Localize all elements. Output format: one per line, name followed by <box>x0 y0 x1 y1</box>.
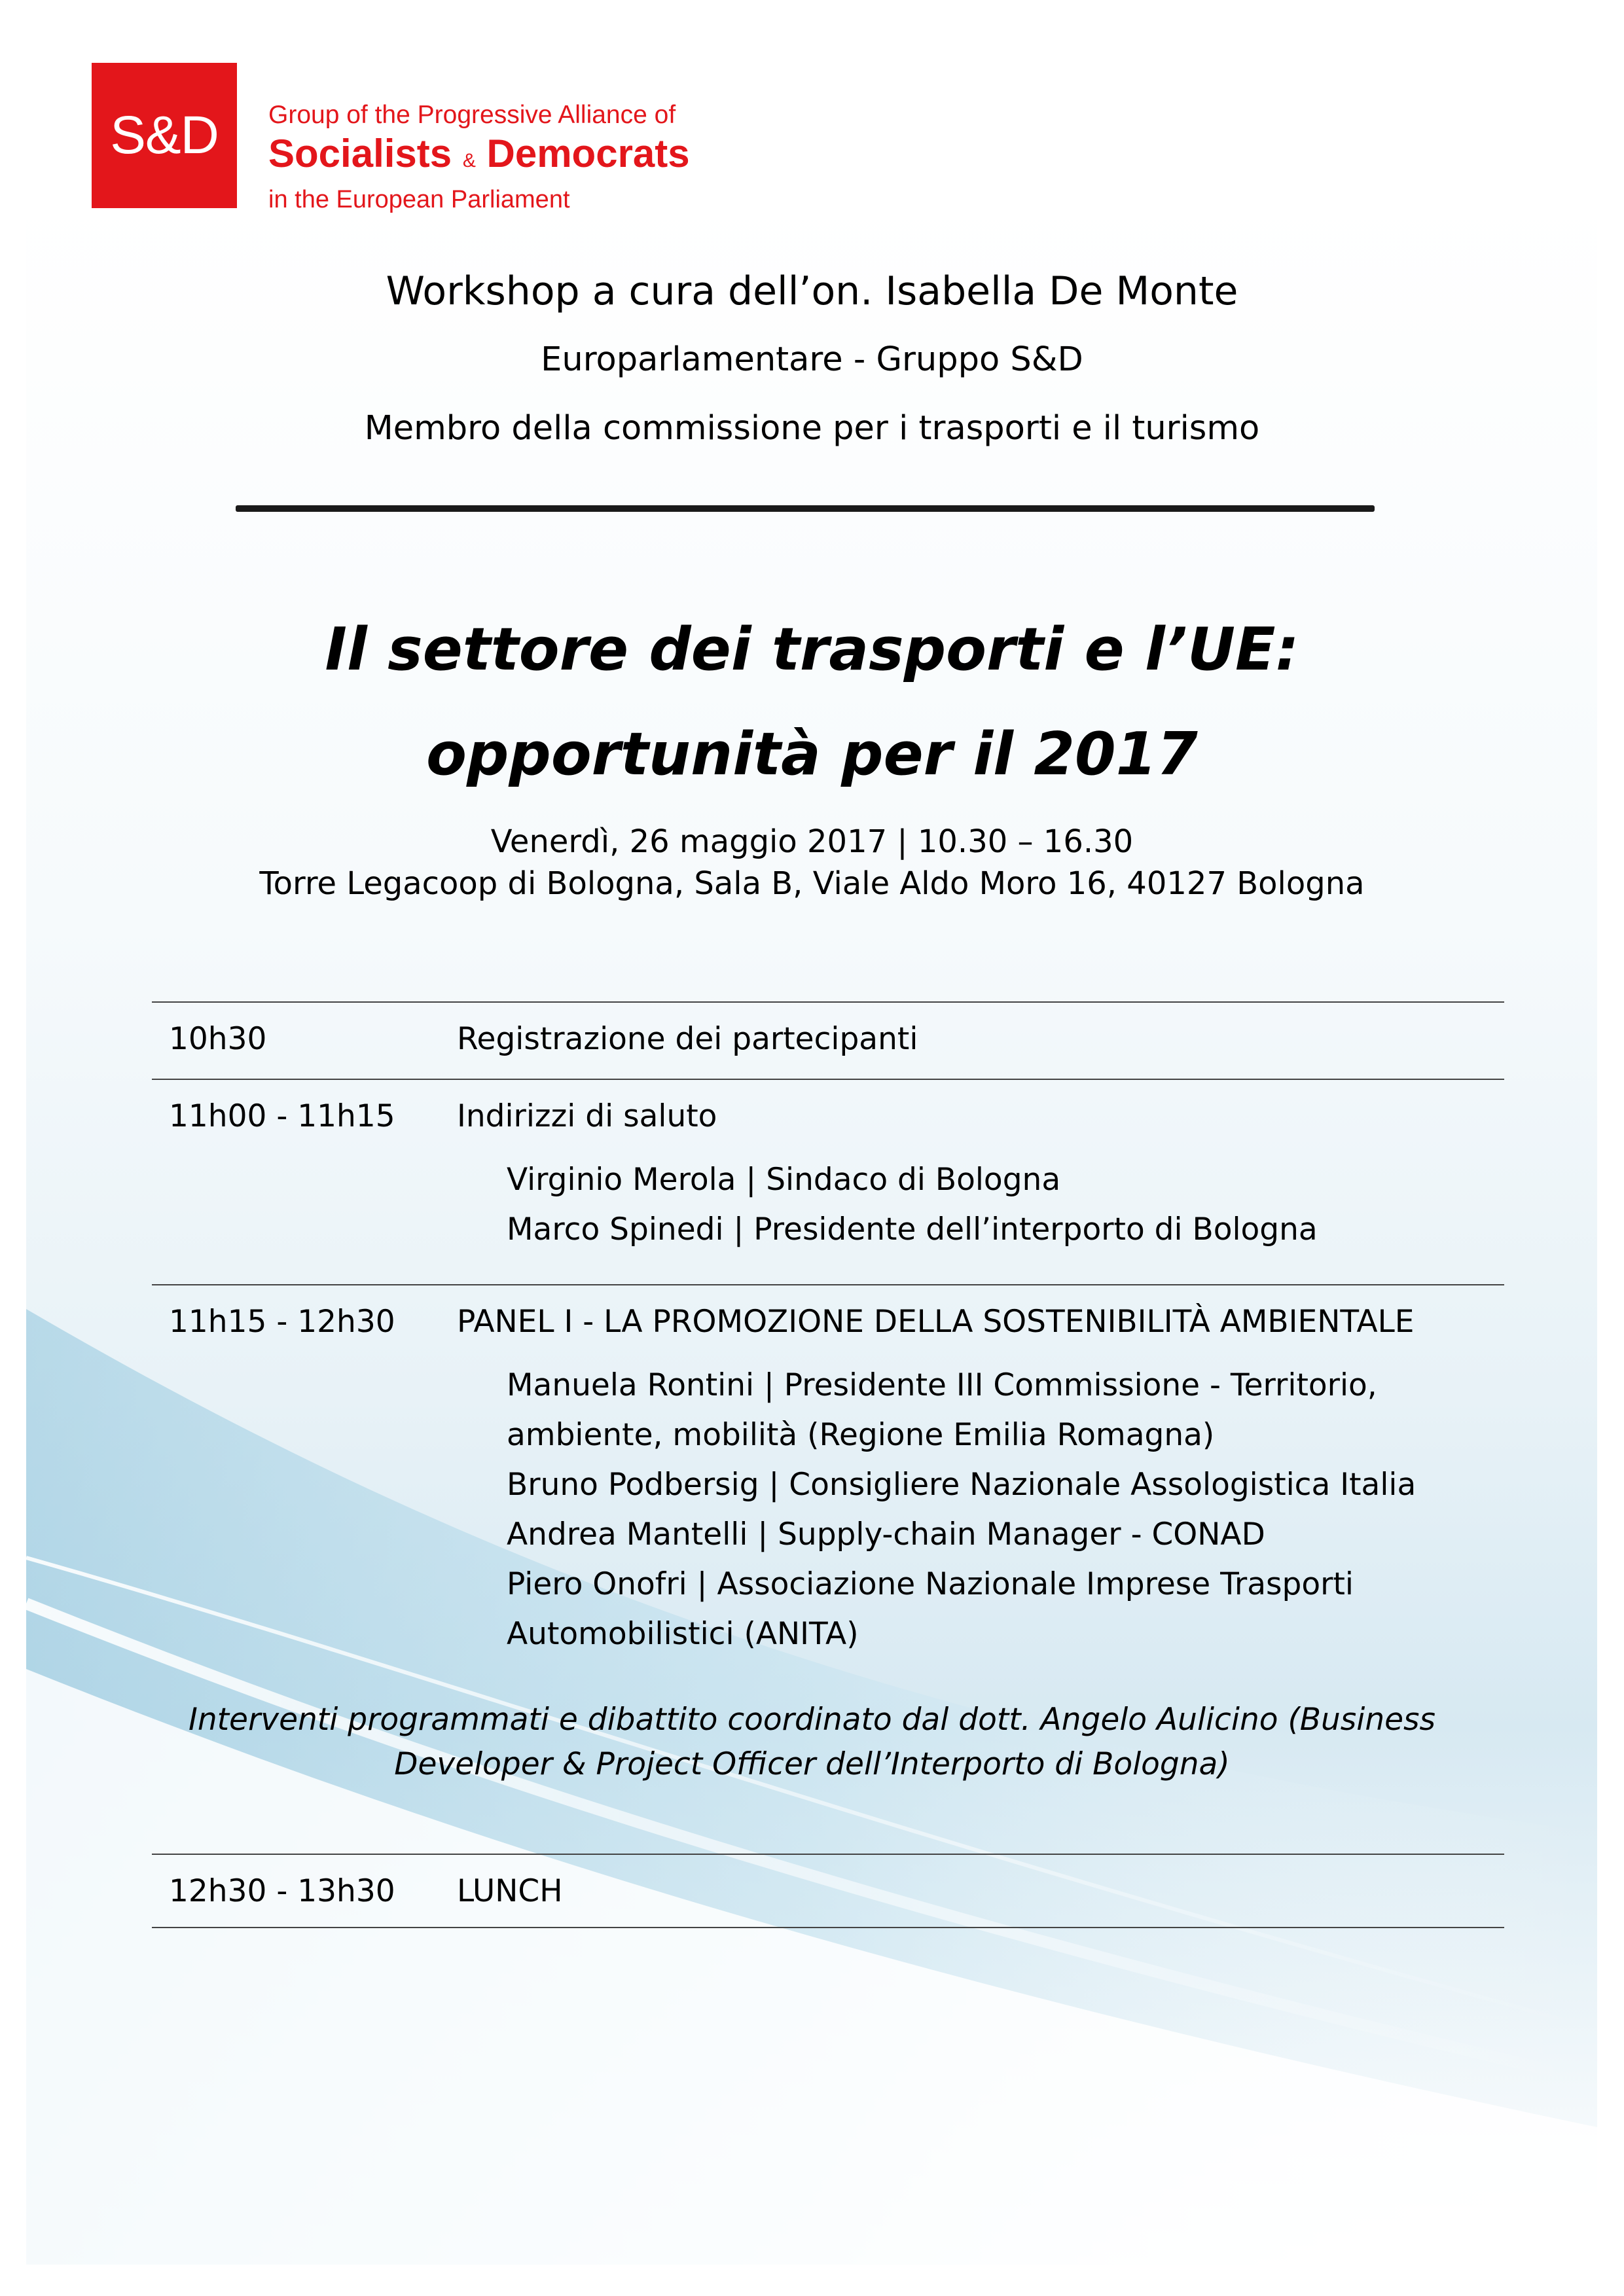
agenda-title: Registrazione dei partecipanti <box>457 1021 918 1057</box>
event-title-line-2: opportunità per il 2017 <box>426 720 1198 789</box>
logo-line-2 <box>268 132 690 183</box>
speaker-item: Andrea Mantelli | Supply-chain Manager - CONAD <box>507 1516 1265 1552</box>
agenda-title: PANEL I - LA PROMOZIONE DELLA SOSTENIBILITÀ AMBIENTALE <box>457 1304 1415 1340</box>
logo-socialists: Socialists <box>268 132 452 175</box>
speaker-item-continued: ambiente, mobilità (Regione Emilia Romagna) <box>507 1417 1215 1453</box>
speaker-item: Piero Onofri | Associazione Nazionale Imprese Trasporti <box>507 1566 1354 1602</box>
speaker-item: Virginio Merola | Sindaco di Bologna <box>507 1162 1061 1198</box>
agenda-divider <box>152 1001 1504 1003</box>
agenda-time: 12h30 - 13h30 <box>169 1873 395 1909</box>
logo-ampersand: & <box>462 150 476 171</box>
sd-logo <box>92 63 237 208</box>
logo-democrats: Democrats <box>486 132 690 175</box>
logo-line-1: Group of the Progressive Alliance of <box>268 101 676 129</box>
agenda-time: 11h00 - 11h15 <box>169 1098 395 1134</box>
organizer-role: Europarlamentare - Gruppo S&D <box>541 340 1083 379</box>
speaker-item: Manuela Rontini | Presidente III Commissione - Territorio, <box>507 1367 1377 1403</box>
speaker-item: Bruno Podbersig | Consigliere Nazionale Assologistica Italia <box>507 1467 1416 1503</box>
speaker-item: Marco Spinedi | Presidente dell’interporto di Bologna <box>507 1211 1318 1247</box>
logo-wordmark <box>268 98 690 217</box>
agenda-time: 11h15 - 12h30 <box>169 1304 395 1340</box>
event-venue: Torre Legacoop di Bologna, Sala B, Viale Aldo Moro 16, 40127 Bologna <box>259 865 1365 902</box>
organizer-committee: Membro della commissione per i trasporti e il turismo <box>364 409 1260 448</box>
agenda-divider <box>152 1854 1504 1855</box>
moderator-note-line-2: Developer & Project Officer dell’Interporto di Bologna) <box>394 1746 1230 1782</box>
speaker-item-continued: Automobilistici (ANITA) <box>507 1616 859 1652</box>
agenda-divider <box>152 1284 1504 1285</box>
organizer-line: Workshop a cura dell’on. Isabella De Monte <box>386 268 1238 314</box>
event-title-line-1: Il settore dei trasporti e l’UE: <box>325 615 1299 684</box>
header-divider <box>236 505 1375 512</box>
logo-line-3: in the European Parliament <box>268 186 570 213</box>
logo-mark: S&D <box>110 105 219 165</box>
agenda-title: LUNCH <box>457 1873 563 1909</box>
agenda-divider <box>152 1927 1504 1928</box>
event-date: Venerdì, 26 maggio 2017 | 10.30 – 16.30 <box>490 823 1134 860</box>
moderator-note-line-1: Interventi programmati e dibattito coordinato dal dott. Angelo Aulicino (Business <box>188 1702 1436 1738</box>
agenda-divider <box>152 1079 1504 1080</box>
agenda-title: Indirizzi di saluto <box>457 1098 717 1134</box>
agenda-time: 10h30 <box>169 1021 267 1057</box>
